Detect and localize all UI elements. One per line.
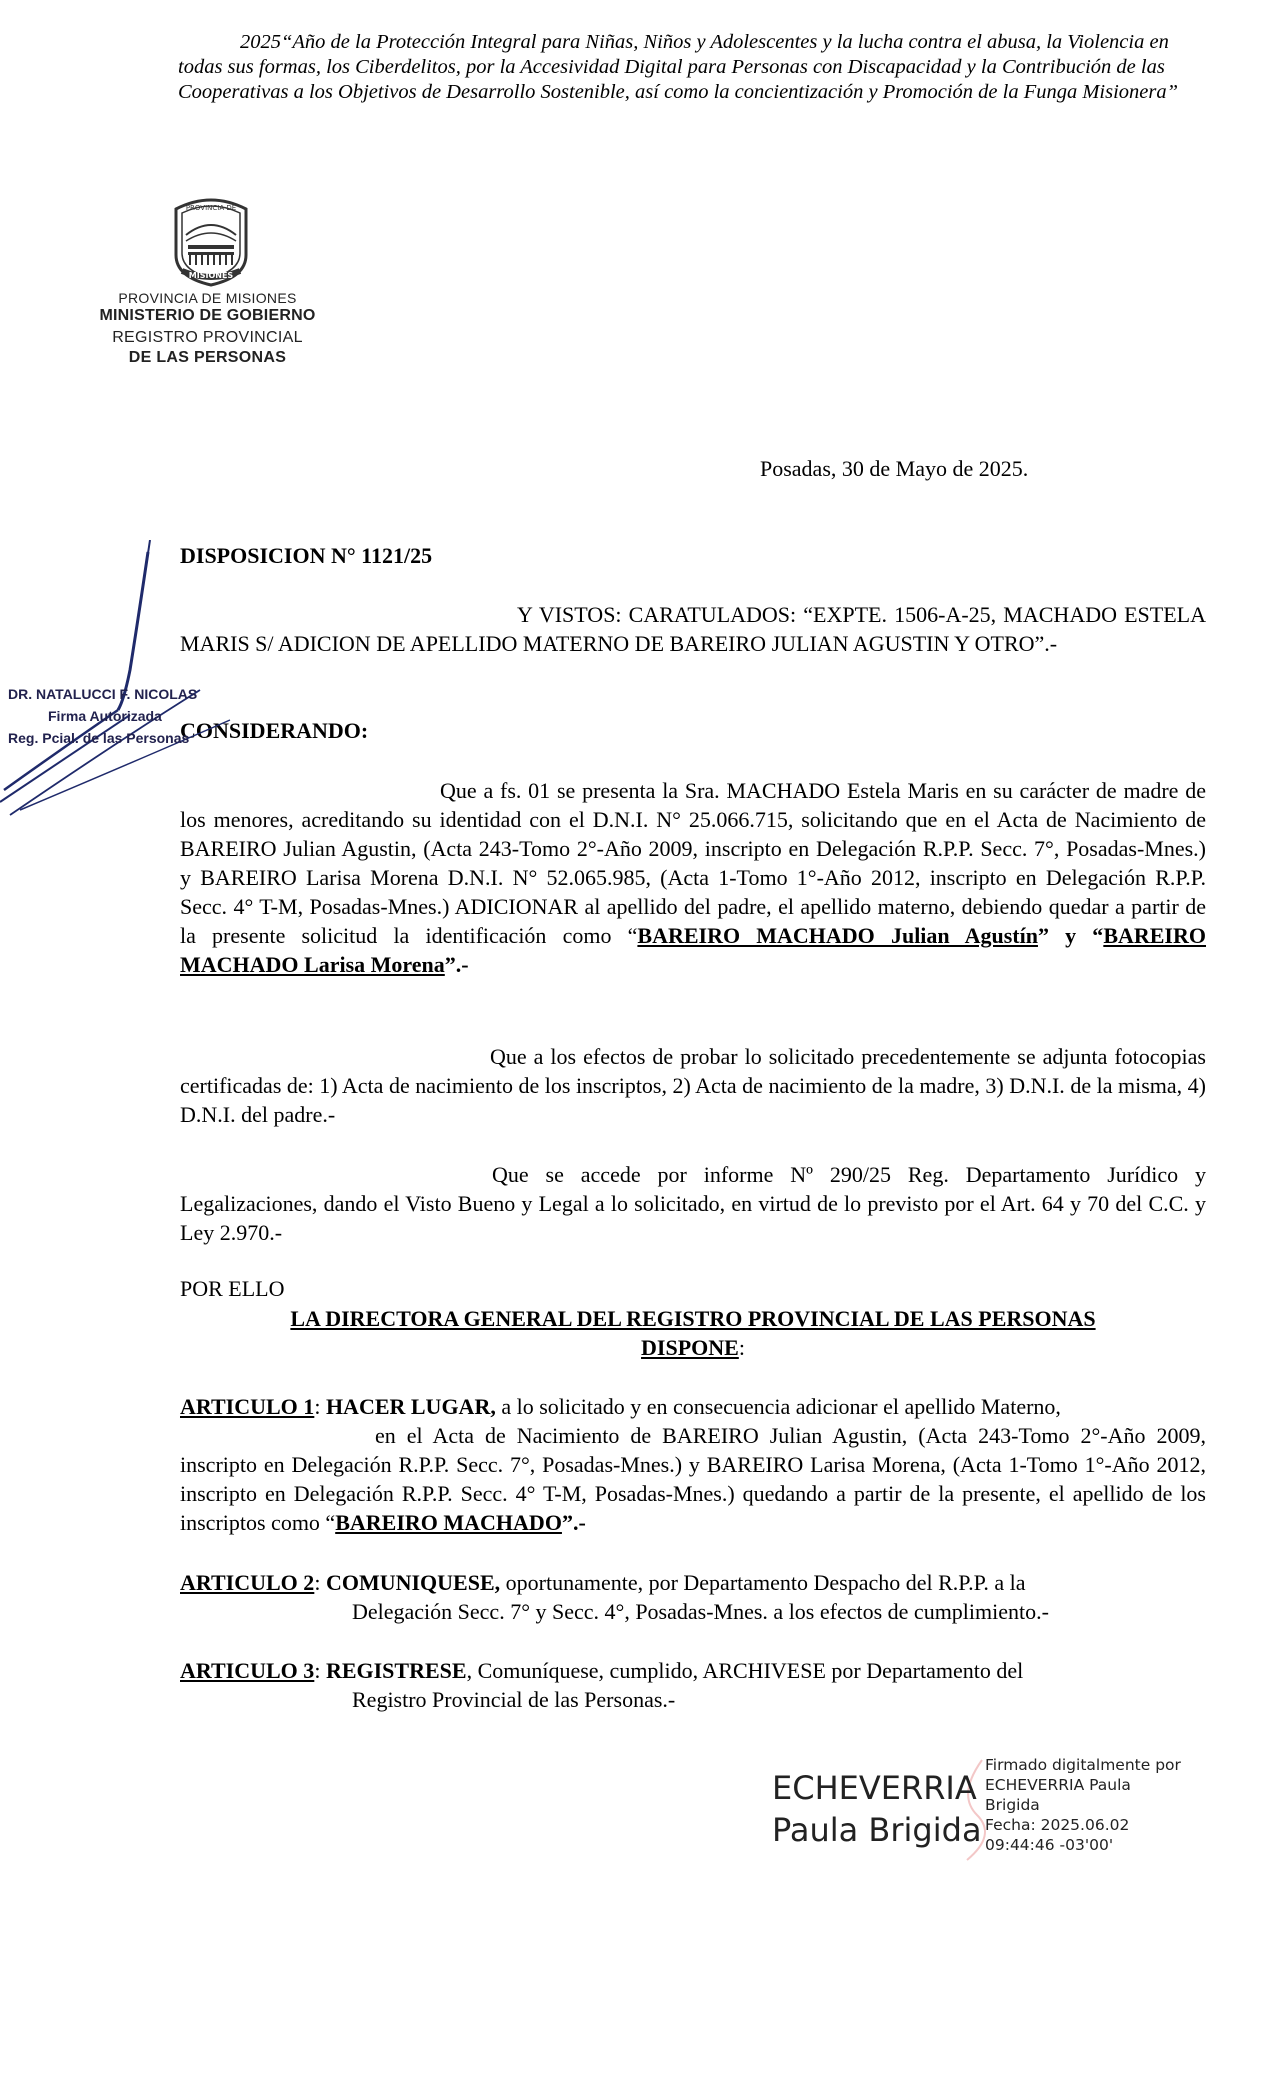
org-registry: REGISTRO PROVINCIAL: [112, 329, 303, 346]
digital-signature: [772, 1755, 1212, 1865]
name-julian: BAREIRO MACHADO Julian Agustín: [637, 923, 1038, 948]
considerando-paragraph-1: Que a fs. 01 se presenta la Sra. MACHADO Estela Maris en su carácter de madre de los menores, acreditando su identidad con el D.N.I. N° 25.066.715, solicitando que en el Acta de Nacimiento de BAREIRO Julian Agustin, (Acta 243-Tomo 2°-Año 2009, inscripto en Delegación R.P.P. Secc. 7°, Posadas-Mnes.) y BAREIRO Larisa Morena D.N.I. N° 52.065.985, (Acta 1-Tomo 1°-Año 2012, inscripto en Delegación R.P.P. Secc. 4° T-M, Posadas-Mnes.) ADICIONAR al apellido del padre, el apellido materno, debiendo quedar a partir de la presente solicitud la identificación como “BAREIRO MACHADO Julian Agustín” y “BAREIRO MACHADO Larisa Morena”.-: [180, 778, 1206, 977]
svg-text:MISIONES: MISIONES: [188, 271, 234, 280]
considerando-paragraph-2: Que a los efectos de probar lo solicitado precedentemente se adjunta fotocopias certificadas de: 1) Acta de nacimiento de los inscriptos, 2) Acta de nacimiento de la madre, 3) D.N.I. de la misma, 4) D.N.I. del padre.-: [180, 1044, 1206, 1127]
vistos-paragraph: Y VISTOS: CARATULADOS: “EXPTE. 1506-A-25, MACHADO ESTELA MARIS S/ ADICION DE APELLIDO MATERNO DE BAREIRO JULIAN AGUSTIN Y OTRO”.-: [180, 602, 1206, 656]
signature-info: Firmado digitalmente por ECHEVERRIA Paula Brigida Fecha: 2025.06.02 09:44:46 -03'00': [985, 1756, 1181, 1854]
stamp-role: Firma Autorizada: [48, 708, 162, 724]
org-province: PROVINCIA DE MISIONES: [118, 290, 297, 306]
por-ello: POR ELLO: [180, 1276, 285, 1301]
surname-result: BAREIRO MACHADO: [335, 1510, 562, 1535]
dispone: DISPONE: [641, 1335, 739, 1360]
disposicion-title: DISPOSICION N° 1121/25: [180, 543, 433, 568]
considerando-heading: CONSIDERANDO:: [180, 718, 369, 743]
organization-block: [80, 290, 335, 368]
provincial-crest-logo: [168, 195, 254, 287]
stamp-office: Reg. Pcial. de las Personas: [8, 730, 190, 746]
document-date: Posadas, 30 de Mayo de 2025.: [760, 456, 1029, 481]
articulo-2: ARTICULO 2: COMUNIQUESE, oportunamente, por Departamento Despacho del R.P.P. a la Delegación Secc. 7° y Secc. 4°, Posadas-Mnes. a los efectos de cumplimiento.-: [180, 1570, 1049, 1624]
articulo-1: ARTICULO 1: HACER LUGAR, a lo solicitado y en consecuencia adicionar el apellido Materno, en el Acta de Nacimiento de BAREIRO Julian Agustin, (Acta 243-Tomo 2°-Año 2009, inscripto en Delegación R.P.P. Secc. 7°, Posadas-Mnes.) y BAREIRO Larisa Morena, (Acta 1-Tomo 1°-Año 2012, inscripto en Delegación R.P.P. Secc. 4° T-M, Posadas-Mnes.) quedando a partir de la presente, el apellido de los inscriptos como “BAREIRO MACHADO”.-: [180, 1394, 1206, 1535]
directora-heading: LA DIRECTORA GENERAL DEL REGISTRO PROVINCIAL DE LAS PERSONAS DISPONE:: [290, 1306, 1096, 1360]
svg-text:PROVINCIA DE: PROVINCIA DE: [185, 204, 237, 212]
signer-name: ECHEVERRIA Paula Brigida: [772, 1769, 982, 1849]
org-ministry: MINISTERIO DE GOBIERNO: [99, 307, 316, 324]
considerando-paragraph-3: Que se accede por informe Nº 290/25 Reg. Departamento Jurídico y Legalizaciones, dando el Visto Bueno y Legal a lo solicitado, en virtud de lo previsto por el Art. 64 y 70 del C.C. y Ley 2.970.-: [180, 1162, 1206, 1245]
header-motto: 2025“Año de la Protección Integral para Niñas, Niños y Adolescentes y la lucha contra el abusa, la Violencia en todas sus formas, los Ciberdelitos, por la Accesividad Digital para Personas con Discapacidad y la Contribución de las Cooperativas a los Objetivos de Desarrollo Sostenible, así como la concientización y Promoción de la Funga Misionera”: [178, 31, 1179, 103]
org-registry-sub: DE LAS PERSONAS: [128, 349, 287, 366]
name-larisa: BAREIRO MACHADO Larisa Morena: [180, 923, 1206, 977]
stamp-name: DR. NATALUCCI F. NICOLAS: [8, 686, 198, 702]
articulo-3: ARTICULO 3: REGISTRESE, Comuníquese, cumplido, ARCHIVESE por Departamento del Registro Provincial de las Personas.-: [180, 1658, 1024, 1712]
handwritten-signature: [0, 540, 250, 820]
